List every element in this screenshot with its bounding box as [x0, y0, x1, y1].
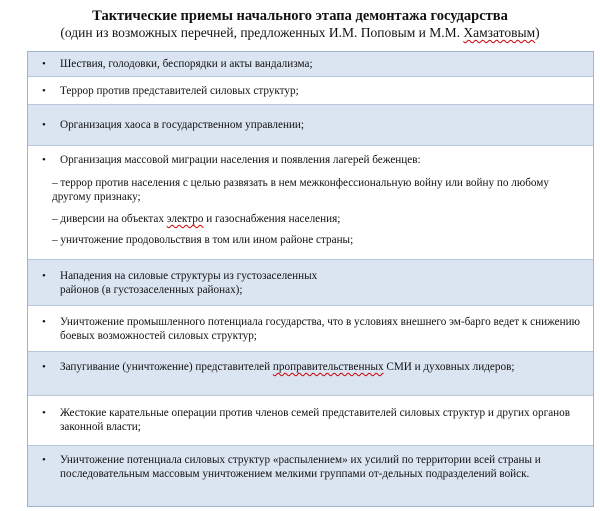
subtitle-prefix: (один из возможных перечней, предложенных И.М. Поповым и М.М.	[60, 25, 464, 40]
list-item	[28, 76, 593, 104]
sub-item-word: электро	[166, 213, 204, 225]
list-item-text: Организация массовой миграции населения и появления лагерей беженцев:	[60, 154, 421, 166]
list-item	[28, 259, 593, 305]
tactics-table	[27, 51, 594, 507]
bullet: •	[42, 454, 46, 466]
list-item	[28, 305, 593, 351]
list-item-text: Жестокие карательные операции против членов семей представителей силовых структур и других органов законной власти;	[60, 407, 571, 433]
page-title: Тактические приемы начального этапа демонтажа государства	[92, 8, 508, 24]
list-item-text: Уничтожение потенциала силовых структур «распылением» их усилий по территории всей страны и последовательным массовым уничтожением мелкими группами от-дельных подразделений войск.	[60, 454, 541, 480]
sub-item: – уничтожение продовольствия в том или ином районе страны;	[52, 234, 354, 246]
list-item-word: проправительственных	[272, 361, 384, 373]
sub-item: – диверсии на объектах электро и газоснабжения населения;	[52, 213, 341, 225]
list-item-text: Запугивание (уничтожение) представителей проправительственных СМИ и духовных лидеров;	[60, 361, 515, 373]
list-item	[28, 445, 593, 506]
subtitle-name: Хамзатовым	[463, 25, 536, 40]
list-item-text: Уничтожение промышленного потенциала государства, что в условиях внешнего эм-барго ведет к снижению боевых возможностей силовых структур;	[60, 316, 580, 342]
bullet: •	[42, 270, 46, 282]
bullet: •	[42, 119, 46, 131]
bullet: •	[42, 407, 46, 419]
sub-item: – террор против населения с целью развязать в нем межконфессиональную войну или войну по любому другому признаку;	[52, 177, 549, 203]
list-item-text: Террор против представителей силовых структур;	[60, 85, 299, 97]
subtitle-suffix: )	[535, 25, 540, 40]
list-item-text: Шествия, голодовки, беспорядки и акты вандализма;	[60, 58, 313, 70]
list-item	[28, 351, 593, 395]
list-item	[28, 145, 593, 259]
list-item-text: Нападения на силовые структуры из густозаселенных районов (в густозаселенных районах);	[60, 270, 318, 296]
bullet: •	[42, 85, 46, 97]
page-subtitle	[0, 25, 600, 41]
bullet: •	[42, 316, 46, 328]
list-item	[28, 395, 593, 445]
bullet: •	[42, 58, 46, 70]
bullet: •	[42, 361, 46, 373]
bullet: •	[42, 154, 46, 166]
list-item-text: Организация хаоса в государственном управлении;	[60, 119, 305, 131]
list-item	[28, 104, 593, 145]
list-item	[28, 52, 593, 76]
